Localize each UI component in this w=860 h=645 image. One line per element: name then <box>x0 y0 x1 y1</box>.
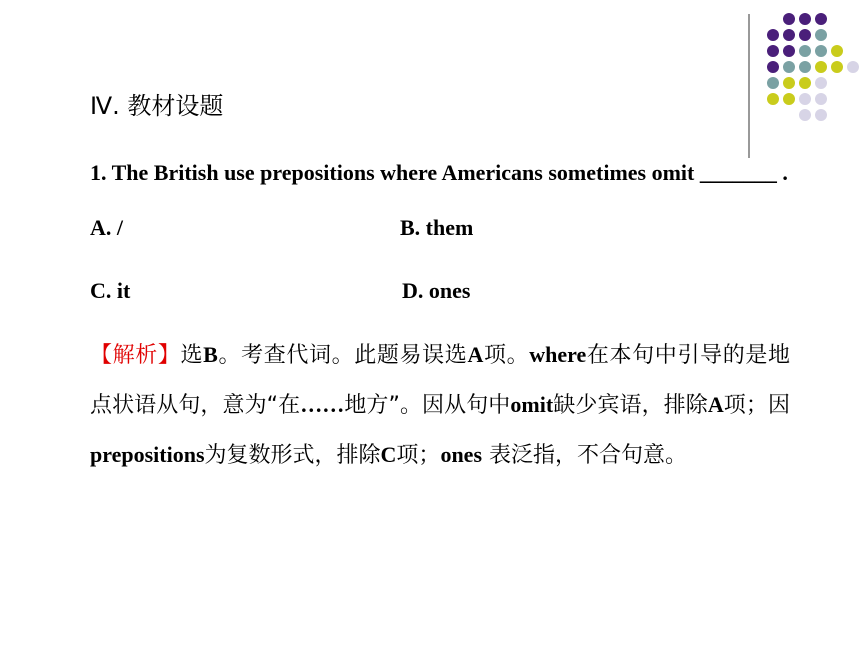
analysis-text: C <box>380 442 397 467</box>
decoration-dot <box>799 109 811 121</box>
options-row-2 <box>90 259 790 322</box>
analysis-text: 项； <box>396 443 441 468</box>
analysis-text: 表泛指，不合句意。 <box>482 443 687 468</box>
option-b: B. them <box>400 215 474 240</box>
analysis-text: 。考查代词。此题易误选 <box>217 343 468 368</box>
decoration-dot <box>799 45 811 57</box>
decoration-dot <box>815 13 827 25</box>
analysis-paragraph <box>90 330 790 480</box>
analysis-text: 在本句中引导的是地点状语从句，意为“在 <box>90 343 790 418</box>
decoration-dot <box>815 61 827 73</box>
analysis-text: omit <box>510 392 554 417</box>
decoration-dot <box>767 45 779 57</box>
analysis-text: B <box>203 342 218 367</box>
analysis-text: 选 <box>180 343 204 368</box>
decoration-dot <box>847 61 859 73</box>
analysis-tag: 【解析】 <box>90 343 181 368</box>
slide-content <box>90 86 790 480</box>
decoration-dot <box>799 93 811 105</box>
decoration-dot <box>831 45 843 57</box>
analysis-text: 地方”。因从句中 <box>344 393 511 418</box>
decoration-dot <box>799 61 811 73</box>
analysis-text: where <box>529 342 587 367</box>
analysis-text: A <box>707 392 724 417</box>
decoration-dot <box>815 93 827 105</box>
decoration-dot <box>815 109 827 121</box>
option-d: D. ones <box>402 278 471 303</box>
analysis-text: ones <box>440 442 482 467</box>
analysis-text: A <box>467 342 484 367</box>
decoration-dot <box>799 13 811 25</box>
decoration-dot <box>799 77 811 89</box>
option-a: A. / <box>90 215 123 240</box>
options-row-1 <box>90 196 790 259</box>
section-title: Ⅳ. 教材设题 <box>90 92 224 120</box>
decoration-dot <box>815 45 827 57</box>
decoration-dot <box>831 61 843 73</box>
analysis-text: 项；因 <box>723 393 790 418</box>
decoration-dot <box>783 13 795 25</box>
analysis-text: …… <box>300 392 345 417</box>
decoration-dot <box>767 29 779 41</box>
question-text: 1. The British use prepositions where Americans sometimes omit _______ . <box>90 160 788 185</box>
decoration-dot <box>783 45 795 57</box>
analysis-text: prepositions <box>90 442 205 467</box>
decoration-dot <box>815 77 827 89</box>
decoration-dot <box>783 61 795 73</box>
option-c: C. it <box>90 278 131 303</box>
decoration-dot <box>767 61 779 73</box>
decoration-dot <box>815 29 827 41</box>
decoration-dot <box>799 29 811 41</box>
analysis-text: 缺少宾语，排除 <box>553 393 708 418</box>
analysis-text: 项。 <box>483 343 530 368</box>
decoration-dot <box>783 29 795 41</box>
analysis-text: 为复数形式，排除 <box>204 443 381 468</box>
